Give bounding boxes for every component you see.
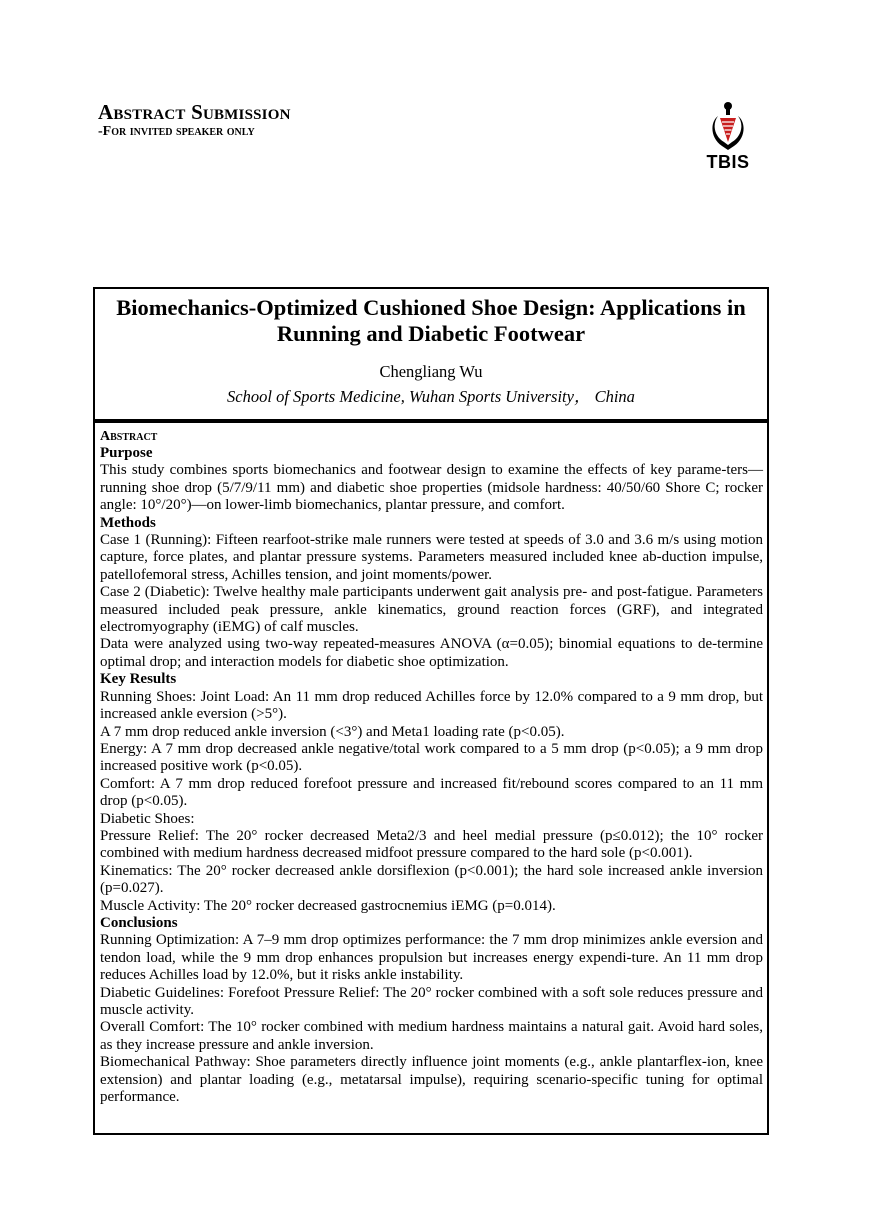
results-paragraph: Comfort: A 7 mm drop reduced forefoot pressure and increased fit/rebound scores compared to an 11 mm drop (p<0.05).: [100, 775, 763, 810]
results-paragraph: Diabetic Shoes:: [100, 810, 195, 827]
conclusions-paragraph: Running Optimization: A 7–9 mm drop optimizes performance: the 7 mm drop minimizes ankle eversion and tendon load, while the 9 mm drop enhances propulsion but increases energy expendi-ture. An 11 mm drop reduces Achilles load by 12.0%, but it risks ankle instability.: [100, 932, 763, 984]
results-paragraph: Muscle Activity: The 20° rocker decreased gastrocnemius iEMG (p=0.014).: [100, 897, 556, 914]
results-paragraph: Pressure Relief: The 20° rocker decreased Meta2/3 and heel medial pressure (p≤0.012); the 10° rocker combined with medium hardness decreased midfoot pressure compared to the hard sole (p<0.001).: [100, 827, 763, 862]
conclusions-paragraph: Diabetic Guidelines: Forefoot Pressure Relief: The 20° rocker combined with a soft sole reduces pressure and muscle activity.: [100, 984, 763, 1018]
author-affiliation: School of Sports Medicine, Wuhan Sports University， China: [227, 387, 635, 406]
purpose-heading: Purpose: [100, 445, 153, 461]
purpose-text: This study combines sports biomechanics and footwear design to examine the effects of key parame-ters—running shoe drop (5/7/9/11 mm) and diabetic shoe properties (midsole hardness: 40/50/60 Shore C; rocker angle: 10°/20°)—on lower-limb biomechanics, plantar pressure, and comfort.: [100, 462, 763, 514]
methods-paragraph: Data were analyzed using two-way repeated-measures ANOVA (α=0.05); binomial equations to de-termine optimal drop; and interaction models for diabetic shoe optimization.: [100, 636, 763, 670]
author-name: Chengliang Wu: [379, 362, 483, 381]
tbis-emblem-icon: [708, 100, 748, 152]
results-paragraph: Running Shoes: Joint Load: An 11 mm drop reduced Achilles force by 12.0% compared to a 9 mm drop, but increased ankle eversion (>5°).: [100, 688, 763, 723]
results-heading: Key Results: [100, 671, 177, 688]
tbis-logo: [696, 100, 760, 172]
methods-heading: Methods: [100, 514, 156, 531]
abstract-box: [93, 421, 769, 1135]
header-title: Abstract Submission: [98, 100, 291, 124]
conclusions-paragraph: Overall Comfort: The 10° rocker combined with medium hardness maintains a natural gait. Avoid hard soles, as they increase pressure and ankle inversion.: [100, 1019, 763, 1053]
paper-title: Biomechanics-Optimized Cushioned Shoe Design: Applications in Running and Diabetic Footwear: [116, 295, 746, 346]
results-paragraph: A 7 mm drop reduced ankle inversion (<3°) and Meta1 loading rate (p<0.05).: [100, 723, 565, 740]
title-box: [93, 287, 769, 421]
header-subtitle: -For invited speaker only: [98, 124, 255, 139]
logo-text: TBIS: [706, 152, 750, 172]
conclusions-heading: Conclusions: [100, 914, 178, 931]
results-paragraph: Kinematics: The 20° rocker decreased ankle dorsiflexion (p<0.001); the hard sole increased ankle inversion (p=0.027).: [100, 862, 763, 897]
abstract-heading: Abstract: [100, 429, 158, 444]
results-paragraph: Energy: A 7 mm drop decreased ankle negative/total work compared to a 5 mm drop (p<0.05); a 9 mm drop increased positive work (p<0.05).: [100, 740, 763, 775]
conclusions-paragraph: Biomechanical Pathway: Shoe parameters directly influence joint moments (e.g., ankle plantarflex-ion, knee extension) and plantar loading (e.g., metatarsal impulse), requiring scenario-specific tuning for optimal performance.: [100, 1054, 763, 1106]
methods-paragraph: Case 2 (Diabetic): Twelve healthy male participants underwent gait analysis pre- and post-fatigue. Parameters measured included peak pressure, ankle kinematics, ground reaction forces (GRF), and integrated electromyography (iEMG) of calf muscles.: [100, 584, 763, 636]
methods-paragraph: Case 1 (Running): Fifteen rearfoot-strike male runners were tested at speeds of 3.0 and 3.6 m/s using motion capture, force plates, and plantar pressure systems. Parameters measured included knee ab-duction impulse, patellofemoral stress, Achilles tension, and joint moments/power.: [100, 532, 763, 583]
